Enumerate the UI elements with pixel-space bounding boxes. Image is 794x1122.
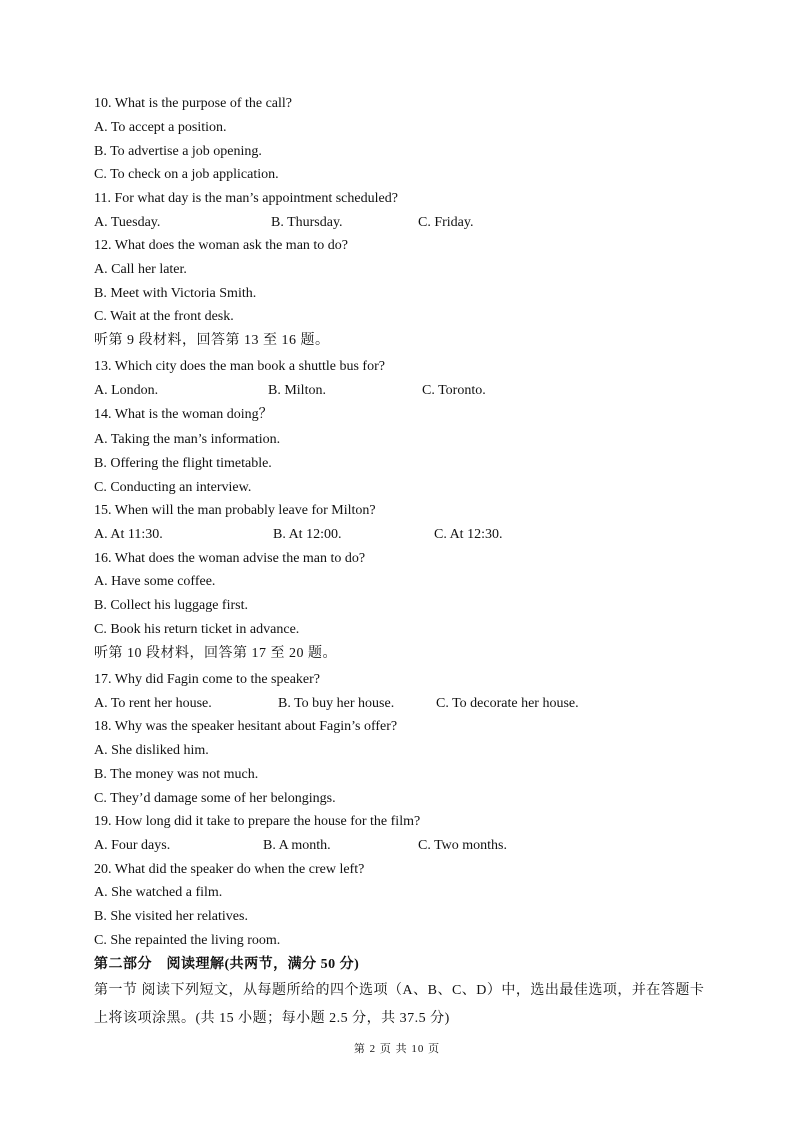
option-15a: A. At 11:30. [94, 527, 163, 542]
instruction-passage-9: 听第 9 段材料，回答第 13 至 16 题。 [94, 333, 330, 348]
option-10a: A. To accept a position. [94, 120, 227, 135]
option-16a: A. Have some coffee. [94, 574, 216, 589]
option-14a: A. Taking the man’s information. [94, 432, 281, 447]
option-13a: A. London. [94, 383, 159, 398]
option-15b: B. At 12:00. [273, 527, 342, 542]
option-17c: C. To decorate her house. [436, 696, 579, 711]
option-19c: C. Two months. [418, 838, 507, 853]
option-19a: A. Four days. [94, 838, 171, 853]
question-13: 13. Which city does the man book a shuttle bus for? [94, 359, 385, 374]
option-20a: A. She watched a film. [94, 885, 223, 900]
option-18b: B. The money was not much. [94, 767, 259, 782]
option-13b: B. Milton. [268, 383, 326, 398]
part2-heading: 第二部分 阅读理解(共两节，满分 50 分) [94, 957, 360, 972]
option-18c: C. They’d damage some of her belongings. [94, 791, 336, 806]
option-17a: A. To rent her house. [94, 696, 212, 711]
option-11c: C. Friday. [418, 215, 474, 230]
question-14: 14. What is the woman doing？ [94, 407, 273, 422]
option-20b: B. She visited her relatives. [94, 909, 248, 924]
question-12: 12. What does the woman ask the man to do? [94, 238, 349, 253]
question-18: 18. Why was the speaker hesitant about Fagin’s offer? [94, 719, 398, 734]
option-11b: B. Thursday. [271, 215, 343, 230]
option-14b: B. Offering the flight timetable. [94, 456, 272, 471]
option-16b: B. Collect his luggage first. [94, 598, 248, 613]
question-15: 15. When will the man probably leave for Milton? [94, 503, 376, 518]
option-15c: C. At 12:30. [434, 527, 503, 542]
option-12b: B. Meet with Victoria Smith. [94, 286, 257, 301]
option-11a: A. Tuesday. [94, 215, 161, 230]
option-10c: C. To check on a job application. [94, 167, 279, 182]
option-17b: B. To buy her house. [278, 696, 395, 711]
page-footer: 第 2 页 共 10 页 [353, 1043, 441, 1055]
option-20c: C. She repainted the living room. [94, 933, 281, 948]
option-10b: B. To advertise a job opening. [94, 144, 262, 159]
question-16: 16. What does the woman advise the man to do? [94, 551, 366, 566]
question-10: 10. What is the purpose of the call? [94, 96, 293, 111]
option-14c: C. Conducting an interview. [94, 480, 252, 495]
option-16c: C. Book his return ticket in advance. [94, 622, 300, 637]
question-19: 19. How long did it take to prepare the house for the film? [94, 814, 421, 829]
question-20: 20. What did the speaker do when the crew left? [94, 862, 365, 877]
option-12a: A. Call her later. [94, 262, 187, 277]
option-13c: C. Toronto. [422, 383, 486, 398]
instruction-passage-10: 听第 10 段材料，回答第 17 至 20 题。 [94, 646, 337, 661]
question-11: 11. For what day is the man’s appointment scheduled? [94, 191, 398, 206]
option-18a: A. She disliked him. [94, 743, 209, 758]
part2-section1-instructions: 第一节 阅读下列短文，从每题所给的四个选项（A、B、C、D）中，选出最佳选项，并在答题卡上将该项涂黑。(共 15 小题；每小题 2.5 分，共 37.5 分) [94, 983, 705, 1026]
option-12c: C. Wait at the front desk. [94, 309, 234, 324]
question-17: 17. Why did Fagin come to the speaker? [94, 672, 321, 687]
option-19b: B. A month. [263, 838, 331, 853]
